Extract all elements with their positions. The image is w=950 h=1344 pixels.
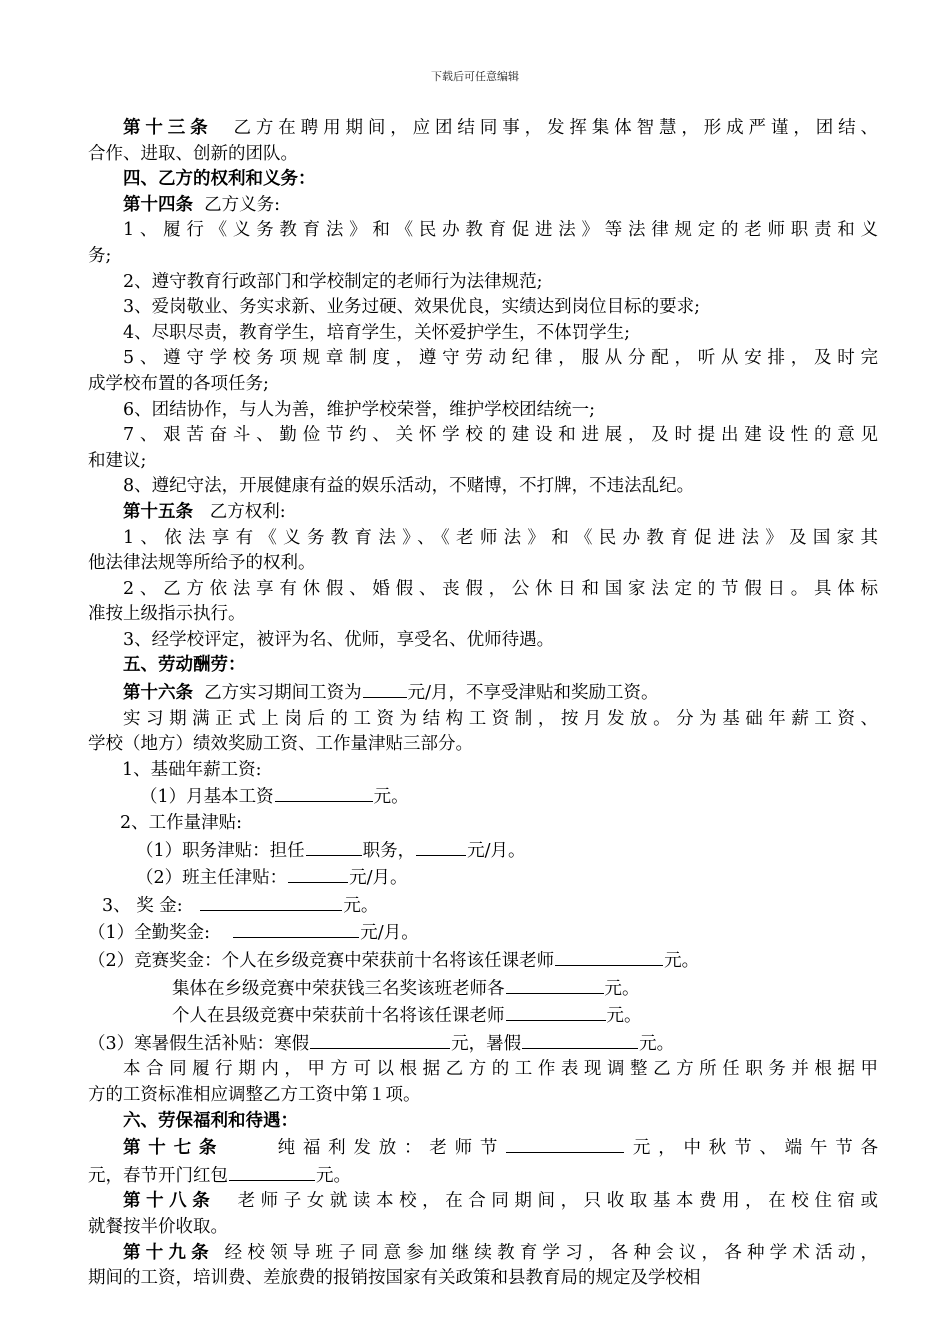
article-19-cont: 期间的工资，培训费、差旅费的报销按国家有关政策和县教育局的规定及学校相 xyxy=(88,1268,701,1289)
article-19: 第十九条 经校领导班子同意参加继续教育学习，各种会议，各种学术活动， xyxy=(123,1242,878,1263)
section-4-heading: 四、乙方的权利和义务： xyxy=(123,169,316,190)
salary-structure-cont: 学校（地方）绩效奖励工资、工作量津贴三部分。 xyxy=(88,734,473,755)
workload-title: 2、工作量津贴: xyxy=(120,813,243,834)
duty-5: 5、遵守学校务项规章制度，遵守劳动纪律，服从分配，听从安排，及时完 xyxy=(123,348,878,369)
bonus-blank[interactable] xyxy=(200,892,342,911)
article-15: 第十五条 乙方权利: xyxy=(123,501,286,522)
article-17-title: 第十七条 xyxy=(123,1138,225,1159)
duty-position-blank[interactable] xyxy=(306,837,362,856)
summer-vacation-blank[interactable] xyxy=(522,1030,638,1049)
duty-7-cont: 和建议; xyxy=(88,450,147,471)
article-17: 第十七条 纯福利发放：老师节 元，中秋节、端午节各 xyxy=(88,1134,878,1162)
duty-5-cont: 成学校布置的各项任务; xyxy=(88,373,269,394)
base-salary-blank[interactable] xyxy=(275,783,373,802)
adjustment-clause: 本合同履行期内，甲方可以根据乙方的工作表现调整乙方所任职务并根据甲 xyxy=(123,1059,878,1080)
duty-1-cont: 务; xyxy=(88,245,112,266)
competition-bonus: （2）竞赛奖金：个人在乡级竞赛中荣获前十名将该任课老师 元。 xyxy=(88,947,878,975)
duty-1: 1、履行《义务教育法》和《民办教育促进法》等法律规定的老师职责和义 xyxy=(123,220,878,241)
duty-amount-blank[interactable] xyxy=(416,837,466,856)
adjustment-clause-cont: 方的工资标准相应调整乙方工资中第１项。 xyxy=(88,1084,421,1105)
article-15-title: 第十五条 xyxy=(123,501,193,522)
article-13-text: 乙方在聘用期间，应团结同事，发挥集体智慧，形成严谨，团结、 xyxy=(233,118,878,138)
duty-6: 6、团结协作，与人为善，维护学校荣誉，维护学校团结统一; xyxy=(123,399,596,420)
intern-wage-blank[interactable] xyxy=(363,679,407,698)
article-14-title: 第十四条 xyxy=(123,194,193,215)
duty-2: 2、遵守教育行政部门和学校制定的老师行为法律规范; xyxy=(123,271,543,292)
right-2-cont: 准按上级指示执行。 xyxy=(88,604,246,625)
duty-3: 3、爱岗敬业、务实求新、业务过硬、效果优良，实绩达到岗位目标的要求; xyxy=(123,297,701,318)
competition-county-blank[interactable] xyxy=(506,1002,606,1021)
right-1: 1、依法享有《义务教育法》、《老师法》和《民办教育促进法》及国家其 xyxy=(123,527,878,548)
article-14: 第十四条 乙方义务: xyxy=(123,194,281,215)
article-18: 第十八条 老师子女就读本校，在合同期间，只收取基本费用，在校住宿或 xyxy=(123,1191,879,1212)
competition-individual-town-blank[interactable] xyxy=(555,947,663,966)
duty-8: 8、遵纪守法，开展健康有益的娱乐活动，不赌博，不打牌，不违法乱纪。 xyxy=(123,476,695,497)
winter-vacation-blank[interactable] xyxy=(310,1030,450,1049)
duty-allowance: （1）职务津贴：担任 职务， 元/月。 xyxy=(88,837,878,865)
right-2: 2、乙方依法享有休假、婚假、丧假，公休日和国家法定的节假日。具体标 xyxy=(123,578,878,599)
article-16-title: 第十六条 xyxy=(123,683,193,704)
right-3: 3、经学校评定，被评为名、优师，享受名、优师待遇。 xyxy=(123,629,555,650)
head-teacher-blank[interactable] xyxy=(288,864,348,883)
attendance-blank[interactable] xyxy=(233,919,359,938)
article-13-title: 第十三条 xyxy=(123,118,213,138)
bonus-title: 3、 奖 金: 元。 xyxy=(88,892,878,920)
competition-collective-blank[interactable] xyxy=(506,975,604,994)
article-19-title: 第十九条 xyxy=(123,1242,214,1263)
competition-county: 个人在县级竞赛中荣获前十名将该任课老师 元。 xyxy=(88,1002,878,1030)
competition-collective: 集体在乡级竞赛中荣获钱三名奖该班老师各 元。 xyxy=(88,975,878,1003)
article-16: 第十六条 乙方实习期间工资为 元/月，不享受津贴和奖励工资。 xyxy=(88,679,878,707)
section-5-heading: 五、劳动酬劳： xyxy=(123,655,246,676)
teachers-day-blank[interactable] xyxy=(506,1134,624,1153)
page-header-note: 下载后可任意编辑 xyxy=(431,70,519,83)
article-13 xyxy=(88,116,878,142)
attendance-bonus: （1）全勤奖金: 元/月。 xyxy=(88,919,878,947)
duty-7: 7、艰苦奋斗、勤俭节约、关怀学校的建设和进展，及时提出建设性的意见 xyxy=(123,425,878,446)
salary-structure: 实习期满正式上岗后的工资为结构工资制，按月发放。分为基础年薪工资、 xyxy=(123,708,878,729)
duty-4: 4、尽职尽责，教育学生，培育学生，关怀爱护学生，不体罚学生; xyxy=(123,322,631,343)
section-6-heading: 六、劳保福利和待遇： xyxy=(123,1110,298,1131)
base-salary-item: （1）月基本工资 元。 xyxy=(88,783,878,811)
article-18-title: 第十八条 xyxy=(123,1191,216,1212)
article-18-cont: 就餐按半价收取。 xyxy=(88,1216,228,1237)
vacation-allowance: （3）寒暑假生活补贴：寒假 元，暑假 元。 xyxy=(88,1030,878,1058)
article-17-cont: 元，春节开门红包 元。 xyxy=(88,1162,878,1190)
right-1-cont: 他法律法规等所给予的权利。 xyxy=(88,553,316,574)
article-13-cont: 合作、进取、创新的团队。 xyxy=(88,143,298,164)
spring-festival-blank[interactable] xyxy=(229,1162,315,1181)
base-salary-title: 1、基础年薪工资: xyxy=(122,759,262,780)
head-teacher-allowance: （2）班主任津贴： 元/月。 xyxy=(88,864,878,892)
contract-body xyxy=(88,116,878,1292)
